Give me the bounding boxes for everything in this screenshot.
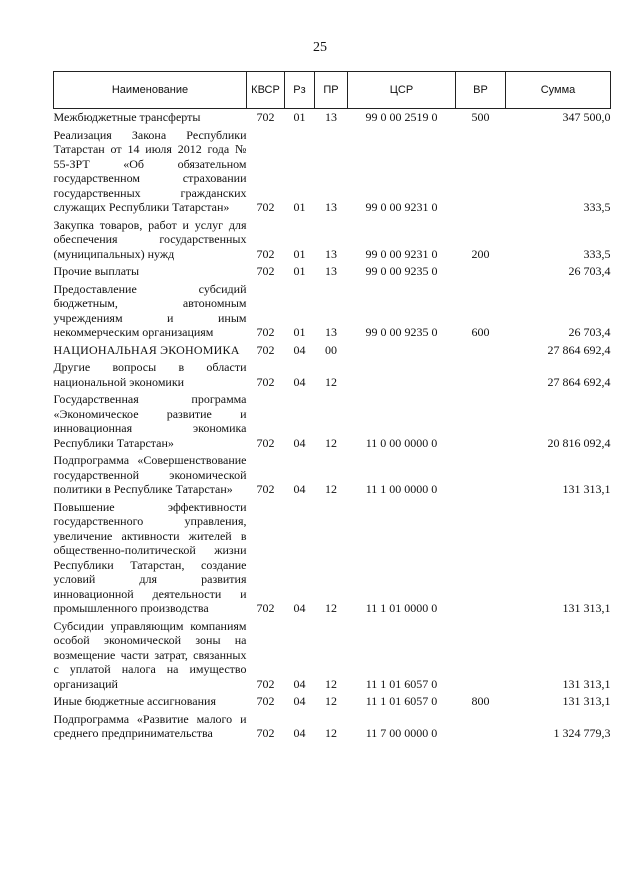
cell-name: Подпрограмма «Развитие малого и среднего предпринимательства	[53, 711, 247, 740]
table-row	[54, 217, 611, 264]
cell-rz: 04	[293, 694, 306, 708]
table-row	[54, 693, 611, 711]
cell-name: Повышение эффективности государственного управления, увеличение активности жителей в общественно-политической жизни Республики Татарстан, создание условий для развития инновационной деятельности и промышленного производства	[53, 499, 247, 615]
cell-sum: 333,5	[583, 200, 611, 214]
cell-sum: 131 313,1	[562, 676, 611, 691]
header-pr: ПР	[315, 72, 348, 109]
table-row	[54, 109, 611, 127]
table-row	[54, 711, 611, 743]
cell-pr: 13	[325, 264, 337, 278]
header-vr: ВР	[456, 72, 506, 109]
cell-sum: 131 313,1	[562, 694, 611, 708]
cell-pr: 00	[325, 342, 337, 357]
cell-pr: 12	[325, 435, 337, 450]
cell-sum: 1 324 779,3	[553, 726, 611, 740]
cell-rz: 04	[293, 342, 306, 357]
header-name: Наименование	[54, 72, 247, 109]
table-header-row	[54, 72, 611, 109]
cell-pr: 13	[325, 200, 337, 214]
table-row	[54, 452, 611, 499]
table-row	[54, 281, 611, 342]
cell-csr	[348, 342, 456, 360]
header-csr: ЦСР	[348, 72, 456, 109]
table-row	[54, 127, 611, 217]
cell-name: Другие вопросы в области национальной экономики	[53, 360, 247, 389]
page-number: 25	[313, 40, 327, 55]
cell-kvsr: 702	[256, 110, 275, 124]
cell-name: Подпрограмма «Совершенствование государственной экономической политики в Республике Татарстан»	[53, 453, 247, 496]
cell-pr: 12	[325, 694, 337, 708]
cell-rz: 04	[293, 374, 306, 389]
cell-rz: 01	[293, 325, 306, 339]
cell-vr: 600	[471, 325, 490, 339]
cell-sum: 26 703,4	[568, 264, 611, 278]
cell-pr: 13	[325, 110, 337, 124]
cell-rz: 01	[293, 110, 306, 124]
cell-name: Реализация Закона Республики Татарстан от 14 июля 2012 года № 55-ЗРТ «Об обязательном государственном страховании государственных гражданских служащих Республики Татарстан»	[53, 127, 247, 214]
cell-kvsr: 702	[256, 726, 275, 740]
table-row	[54, 359, 611, 391]
cell-csr: 99 0 00 9235 0	[365, 325, 438, 339]
cell-rz: 04	[293, 435, 306, 450]
cell-csr: 99 0 00 9231 0	[365, 246, 438, 261]
cell-pr: 12	[325, 374, 337, 389]
cell-kvsr: 702	[256, 601, 275, 615]
cell-kvsr: 702	[256, 200, 275, 214]
cell-name: Предоставление субсидий бюджетным, автономным учреждениям и иным некоммерческим организациям	[53, 281, 247, 339]
cell-kvsr: 702	[256, 246, 275, 261]
table-row	[54, 342, 611, 360]
cell-csr: 11 1 01 0000 0	[365, 601, 438, 615]
cell-name: Межбюджетные трансферты	[53, 110, 201, 124]
cell-csr	[348, 359, 456, 391]
table-row	[54, 263, 611, 281]
cell-sum: 333,5	[583, 246, 611, 261]
header-sum: Сумма	[506, 72, 611, 109]
cell-name: Иные бюджетные ассигнования	[53, 694, 216, 708]
cell-pr: 12	[325, 601, 337, 615]
cell-name: Государственная программа «Экономическое развитие и инновационная экономика Республики Татарстан»	[53, 392, 247, 450]
cell-csr: 11 0 00 0000 0	[365, 435, 438, 450]
cell-vr	[456, 127, 506, 217]
cell-kvsr: 702	[256, 482, 275, 496]
cell-vr	[456, 499, 506, 618]
cell-csr: 11 1 01 6057 0	[365, 694, 438, 708]
cell-sum: 20 816 092,4	[547, 435, 611, 450]
cell-pr: 12	[325, 726, 337, 740]
table-body	[54, 109, 611, 743]
cell-csr: 99 0 00 2519 0	[365, 110, 438, 124]
cell-vr: 500	[471, 110, 490, 124]
cell-vr: 800	[471, 694, 490, 708]
cell-kvsr: 702	[256, 264, 275, 278]
cell-csr: 11 1 00 0000 0	[365, 482, 438, 496]
cell-sum: 26 703,4	[568, 325, 611, 339]
cell-vr	[456, 618, 506, 694]
cell-kvsr: 702	[256, 676, 275, 691]
cell-sum: 131 313,1	[562, 601, 611, 615]
cell-rz: 01	[293, 246, 306, 261]
table-row	[54, 499, 611, 618]
cell-kvsr: 702	[256, 435, 275, 450]
cell-vr	[456, 711, 506, 743]
cell-vr: 200	[471, 246, 490, 261]
cell-vr	[456, 359, 506, 391]
cell-rz: 04	[293, 482, 306, 496]
cell-rz: 01	[293, 264, 306, 278]
header-kvsr: КВСР	[247, 72, 285, 109]
cell-rz: 04	[293, 601, 306, 615]
cell-pr: 12	[325, 482, 337, 496]
cell-pr: 13	[325, 246, 337, 261]
cell-kvsr: 702	[256, 342, 275, 357]
cell-csr: 99 0 00 9231 0	[365, 200, 438, 214]
cell-rz: 04	[293, 726, 306, 740]
cell-sum: 27 864 692,4	[547, 342, 611, 357]
cell-kvsr: 702	[256, 694, 275, 708]
cell-rz: 01	[293, 200, 306, 214]
cell-vr	[456, 452, 506, 499]
table-row	[54, 391, 611, 452]
cell-kvsr: 702	[256, 374, 275, 389]
cell-vr	[456, 391, 506, 452]
cell-sum: 347 500,0	[562, 110, 611, 124]
table-row	[54, 618, 611, 694]
cell-sum: 27 864 692,4	[547, 374, 611, 389]
header-rz: Рз	[285, 72, 315, 109]
cell-pr: 13	[325, 325, 337, 339]
cell-name: НАЦИОНАЛЬНАЯ ЭКОНОМИКА	[53, 342, 240, 357]
cell-vr	[456, 263, 506, 281]
cell-vr	[456, 342, 506, 360]
budget-table	[53, 71, 611, 743]
cell-name: Закупка товаров, работ и услуг для обеспечения государственных (муниципальных) нужд	[53, 217, 247, 261]
cell-name: Субсидии управляющим компаниям особой экономической зоны на возмещение части затрат, связанных с уплатой налога на имущество организаций	[53, 618, 247, 691]
cell-kvsr: 702	[256, 325, 275, 339]
cell-pr: 12	[325, 676, 337, 691]
cell-csr: 99 0 00 9235 0	[365, 264, 438, 278]
cell-name: Прочие выплаты	[53, 264, 140, 278]
cell-sum: 131 313,1	[562, 482, 611, 496]
cell-csr: 11 7 00 0000 0	[365, 726, 438, 740]
cell-rz: 04	[293, 676, 306, 691]
cell-csr: 11 1 01 6057 0	[365, 676, 438, 691]
